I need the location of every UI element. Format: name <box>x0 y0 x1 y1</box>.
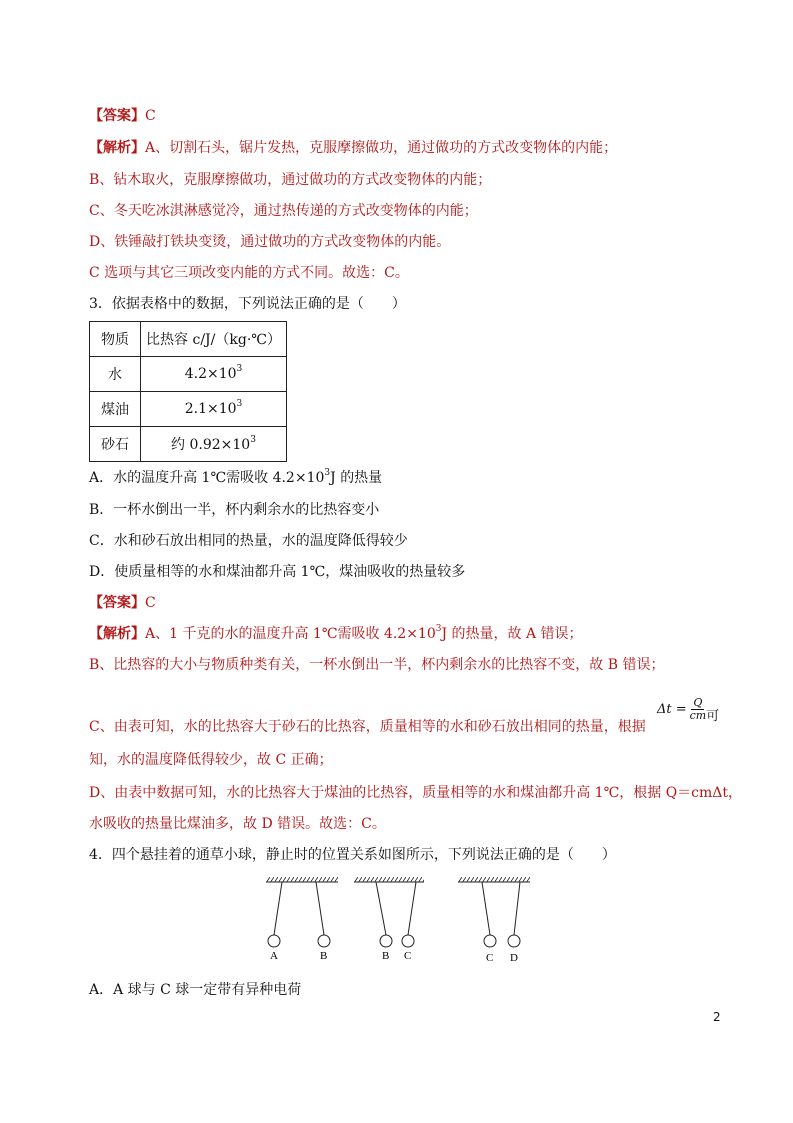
value-exponent: 3 <box>236 364 243 375</box>
answer-tag: 【答案】 <box>89 108 145 124</box>
thread <box>376 882 386 935</box>
table-header-cell: 物质 <box>90 322 141 357</box>
q3-option-b: B．一杯水倒出一半，杯内剩余水的比热容变小 <box>89 502 380 518</box>
ball-a <box>268 935 280 947</box>
q3-analysis-d1: D、由表中数据可知，水的比热容大于煤油的比热容，质量相等的水和煤油都升高 1℃，根据 Q＝cmΔt， <box>89 785 743 801</box>
table-cell <box>141 392 287 427</box>
table-row <box>90 392 287 427</box>
analysis-exponent: 3 <box>435 624 442 635</box>
option-text: A．水的温度升高 1℃需吸收 4.2×10 <box>89 470 325 486</box>
formula-fraction <box>690 697 707 722</box>
ball-c <box>402 935 414 947</box>
page-number: 2 <box>713 1010 721 1024</box>
option-exponent: 3 <box>324 468 331 479</box>
analysis-text-part: A、1 千克的水的温度升高 1℃需吸收 4.2×10 <box>145 626 436 642</box>
ball-label: D <box>510 952 518 964</box>
table-header-cell: 比热容 c/J/（kg·℃） <box>141 322 287 357</box>
ball-c <box>484 935 496 947</box>
q3-option-c: C．水和砂石放出相同的热量，水的温度降低得较少 <box>89 533 408 549</box>
formula-lhs: Δt = <box>657 702 687 717</box>
ball-label: B <box>320 950 328 962</box>
table-row <box>90 357 287 392</box>
q2-analysis-conclusion: C 选项与其它三项改变内能的方式不同。故选：C。 <box>89 265 409 281</box>
q3-analysis-d2: 水吸收的热量比煤油多，故 D 错误。故选：C。 <box>89 816 386 832</box>
q2-analysis-c: C、冬天吃冰淇淋感觉冷，通过热传递的方式改变物体的内能； <box>89 203 478 219</box>
pith-balls-figure <box>262 877 532 967</box>
table-cell: 水 <box>90 357 141 392</box>
analysis-text <box>145 626 583 642</box>
thread <box>316 882 324 935</box>
value-base: 约 0.92×10 <box>171 437 251 453</box>
q3-analysis-a <box>89 624 583 644</box>
table-cell <box>141 427 287 462</box>
ceiling-hatch <box>354 877 424 882</box>
q2-answer <box>89 106 156 126</box>
table-header-row <box>90 322 287 357</box>
analysis-text: A、切割石头，锯片发热，克服摩擦做功，通过做功的方式改变物体的内能； <box>145 140 618 156</box>
thread <box>482 882 490 935</box>
thread <box>514 882 520 935</box>
q3-analysis-c1: C、由表可知，水的比热容大于砂石的比热容，质量相等的水和砂石放出相同的热量，根据 <box>89 719 646 735</box>
formula-denominator: cm <box>689 709 707 722</box>
table-cell: 煤油 <box>90 392 141 427</box>
ball-label: C <box>486 952 494 964</box>
ball-label: A <box>270 950 278 962</box>
analysis-tag: 【解析】 <box>89 140 145 156</box>
q2-analysis-b: B、钻木取火，克服摩擦做功，通过做功的方式改变物体的内能； <box>89 172 492 188</box>
analysis-text-part: J 的热量，故 A 错误； <box>441 626 583 642</box>
q2-analysis-a <box>89 138 617 158</box>
answer-value: C <box>145 595 156 611</box>
ball-label: C <box>404 950 412 962</box>
q3-analysis-c2: 知，水的温度降低得较少，故 C 正确； <box>89 752 333 768</box>
value-exponent: 3 <box>236 399 243 410</box>
q3-option-d: D．使质量相等的水和煤油都升高 1℃，煤油吸收的热量较多 <box>89 564 466 580</box>
delta-t-formula <box>657 695 719 724</box>
answer-value: C <box>145 108 156 124</box>
q3-stem: 3．依据表格中的数据，下列说法正确的是（ ） <box>89 296 406 312</box>
q3-answer <box>89 593 156 613</box>
option-text: J 的热量 <box>330 470 383 486</box>
ceiling-hatch <box>458 877 530 882</box>
ball-d <box>508 935 520 947</box>
ball-b <box>318 935 330 947</box>
table-row <box>90 427 287 462</box>
formula-tail: 可 <box>706 709 720 724</box>
value-base: 4.2×10 <box>184 366 237 382</box>
table-cell: 砂石 <box>90 427 141 462</box>
q3-analysis-b: B、比热容的大小与物质种类有关，一杯水倒出一半，杯内剩余水的比热容不变，故 B 错误； <box>89 657 665 673</box>
q3-option-a <box>89 468 382 488</box>
thread <box>274 882 282 935</box>
ball-label: B <box>382 950 390 962</box>
thread <box>408 882 416 935</box>
table-cell <box>141 357 287 392</box>
value-base: 2.1×10 <box>184 401 237 417</box>
ball-b <box>380 935 392 947</box>
formula-numerator: Q <box>693 696 703 709</box>
specific-heat-table <box>89 321 287 462</box>
analysis-tag: 【解析】 <box>89 626 145 642</box>
q4-option-a: A．A 球与 C 球一定带有异种电荷 <box>89 982 302 998</box>
ceiling-hatch <box>266 877 338 882</box>
value-exponent: 3 <box>250 435 256 446</box>
q4-stem: 4．四个悬挂着的通草小球，静止时的位置关系如图所示，下列说法正确的是（ ） <box>89 847 616 863</box>
answer-tag: 【答案】 <box>89 595 145 611</box>
q2-analysis-d: D、铁锤敲打铁块变烫，通过做功的方式改变物体的内能。 <box>89 234 451 250</box>
